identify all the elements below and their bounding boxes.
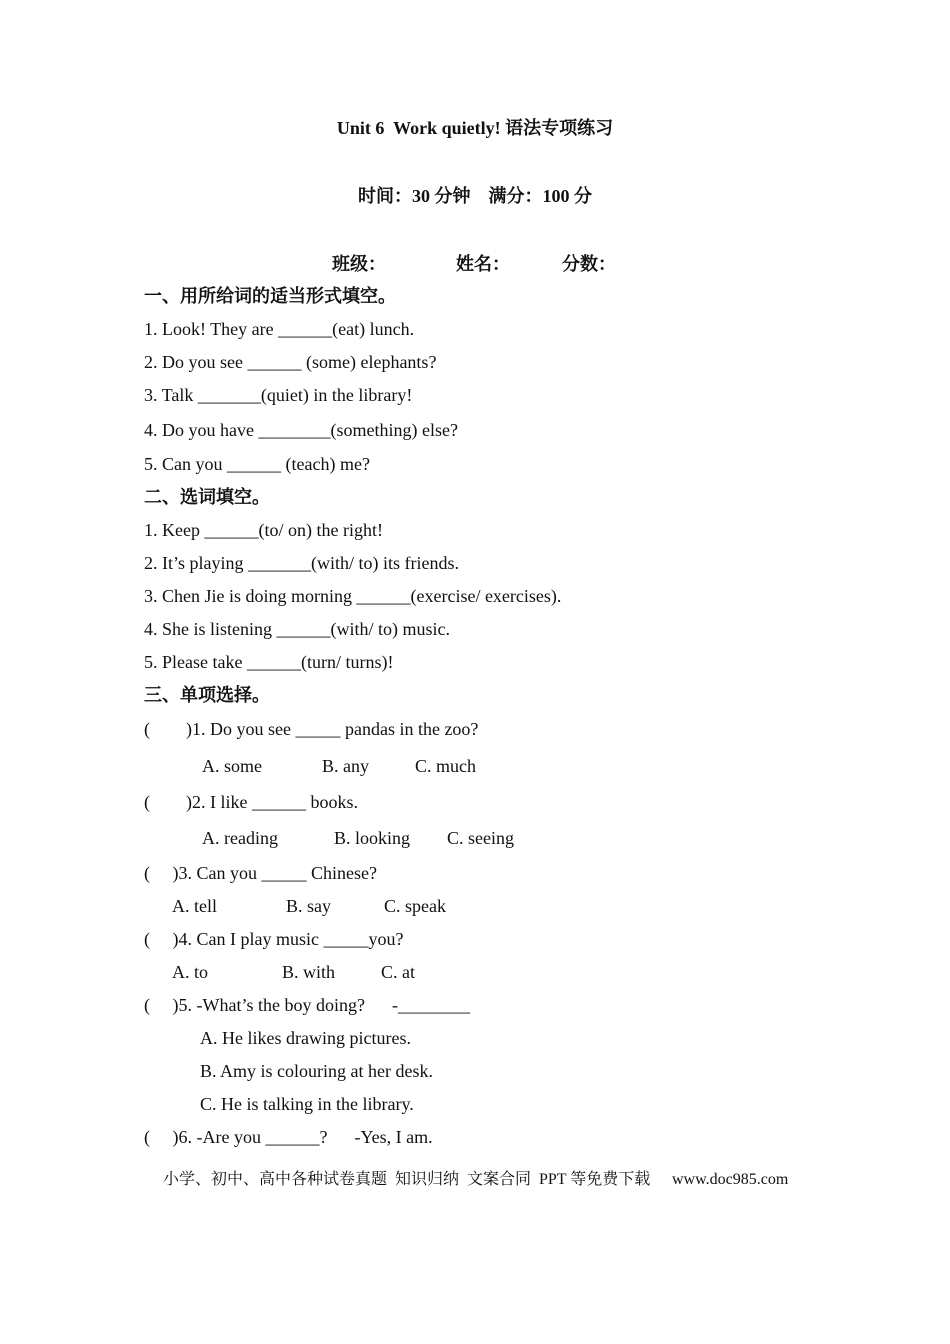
s1-item-4: 4. Do you have ________(something) else? — [144, 420, 458, 440]
q3-option-b: B. say — [286, 896, 331, 916]
s2-item-5: 5. Please take ______(turn/ turns)! — [144, 652, 394, 672]
q4-option-b: B. with — [282, 962, 336, 982]
footer-text: 小学、初中、高中各种试卷真题 知识归纳 文案合同 PPT 等免费下载 — [163, 1171, 651, 1188]
q4-option-a: A. to — [172, 962, 208, 982]
class-label: 班级： — [332, 254, 386, 274]
footer-site: www.doc985.com — [672, 1171, 789, 1188]
q5-option-b: B. Amy is colouring at her desk. — [200, 1061, 433, 1081]
q2-option-a: A. reading — [202, 828, 278, 848]
s1-item-1: 1. Look! They are ______(eat) lunch. — [144, 319, 415, 339]
q6-stem: ( )6. -Are you ______? -Yes, I am. — [144, 1127, 433, 1147]
name-label: 姓名： — [456, 254, 510, 274]
s1-item-2: 2. Do you see ______ (some) elephants? — [144, 352, 437, 372]
q2-stem: ( )2. I like ______ books. — [144, 792, 358, 812]
s2-item-3: 3. Chen Jie is doing morning ______(exercise/ exercises). — [144, 586, 562, 606]
q5-stem: ( )5. -What’s the boy doing? -________ — [144, 995, 470, 1015]
q1-option-b: B. any — [322, 756, 369, 776]
s1-item-3: 3. Talk _______(quiet) in the library! — [144, 385, 413, 405]
q2-option-c: C. seeing — [447, 828, 514, 848]
s2-item-4: 4. She is listening ______(with/ to) music. — [144, 619, 450, 639]
q5-option-a: A. He likes drawing pictures. — [200, 1028, 411, 1048]
q5-option-c: C. He is talking in the library. — [200, 1094, 414, 1114]
q1-option-c: C. much — [415, 756, 476, 776]
q3-option-a: A. tell — [172, 896, 217, 916]
s2-item-1: 1. Keep ______(to/ on) the right! — [144, 520, 383, 540]
section2-heading: 二、选词填空。 — [144, 487, 270, 507]
q3-stem: ( )3. Can you _____ Chinese? — [144, 863, 377, 883]
s1-item-5: 5. Can you ______ (teach) me? — [144, 454, 370, 474]
q1-option-a: A. some — [202, 756, 262, 776]
q3-option-c: C. speak — [384, 896, 446, 916]
section3-heading: 三、单项选择。 — [144, 685, 270, 705]
time-info: 时间：30 分钟 满分：100 分 — [358, 186, 592, 206]
q2-option-b: B. looking — [334, 828, 411, 848]
section1-heading: 一、用所给词的适当形式填空。 — [144, 286, 396, 306]
s2-item-2: 2. It’s playing _______(with/ to) its friends. — [144, 553, 459, 573]
score-label: 分数： — [562, 254, 616, 274]
q4-stem: ( )4. Can I play music _____you? — [144, 929, 404, 949]
page-title: Unit 6 Work quietly! 语法专项练习 — [336, 118, 614, 138]
q1-stem: ( )1. Do you see _____ pandas in the zoo? — [144, 719, 479, 739]
q4-option-c: C. at — [381, 962, 415, 982]
